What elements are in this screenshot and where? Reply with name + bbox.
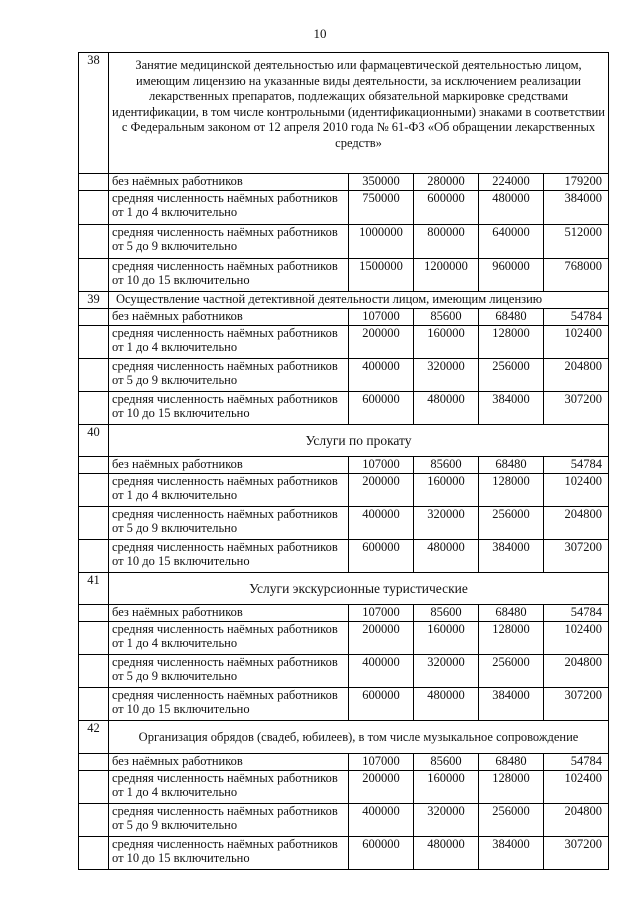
row-description: средняя численность наёмных работников от 5 до 9 включительно <box>109 225 349 259</box>
row-spacer-cell <box>79 804 109 837</box>
row-spacer-cell <box>79 540 109 573</box>
rate-value: 480000 <box>414 837 479 870</box>
rate-value: 480000 <box>414 688 479 721</box>
row-description: средняя численность наёмных работников от 10 до 15 включительно <box>109 540 349 573</box>
row-description: средняя численность наёмных работников от 1 до 4 включительно <box>109 474 349 507</box>
table-row <box>79 326 609 359</box>
row-description: без наёмных работников <box>109 605 349 622</box>
row-spacer-cell <box>79 771 109 804</box>
rate-value: 204800 <box>544 359 609 392</box>
rate-value: 320000 <box>414 507 479 540</box>
rate-value: 102400 <box>544 474 609 507</box>
rate-value: 384000 <box>479 837 544 870</box>
table-row <box>79 837 609 870</box>
section-title: Осуществление частной детективной деятельности лицом, имеющим лицензию <box>109 292 609 309</box>
rate-value: 307200 <box>544 837 609 870</box>
section-title: Занятие медицинской деятельностью или фармацевтической деятельностью лицом, имеющим лицензию на указанные виды деятельности, за исключением реализации лекарственных препаратов, подлежащих обязательной маркировке средствами идентификации, в том числе контрольными (идентификационными) знаками в соответствии с Федеральным законом от 12 апреля 2010 года № 61-ФЗ «Об обращении лекарственных средств» <box>109 53 609 174</box>
rate-value: 68480 <box>479 605 544 622</box>
row-spacer-cell <box>79 507 109 540</box>
rate-value: 256000 <box>479 359 544 392</box>
rate-value: 400000 <box>349 804 414 837</box>
rate-value: 480000 <box>479 191 544 225</box>
section-header-row <box>79 721 609 754</box>
rate-value: 107000 <box>349 309 414 326</box>
row-spacer-cell <box>79 622 109 655</box>
rate-value: 160000 <box>414 474 479 507</box>
rate-value: 128000 <box>479 622 544 655</box>
rate-value: 256000 <box>479 804 544 837</box>
table-row <box>79 225 609 259</box>
row-spacer-cell <box>79 359 109 392</box>
table-row <box>79 804 609 837</box>
row-description: без наёмных работников <box>109 754 349 771</box>
rate-value: 320000 <box>414 804 479 837</box>
rate-value: 200000 <box>349 622 414 655</box>
table-row <box>79 474 609 507</box>
rate-value: 256000 <box>479 655 544 688</box>
row-description: средняя численность наёмных работников от 10 до 15 включительно <box>109 392 349 425</box>
rate-value: 204800 <box>544 655 609 688</box>
rate-value: 320000 <box>414 655 479 688</box>
rate-value: 320000 <box>414 359 479 392</box>
table-row <box>79 309 609 326</box>
rate-value: 54784 <box>544 754 609 771</box>
rate-value: 384000 <box>479 688 544 721</box>
rate-value: 85600 <box>414 457 479 474</box>
page-number: 10 <box>313 26 327 41</box>
rate-value: 200000 <box>349 326 414 359</box>
rate-value: 200000 <box>349 771 414 804</box>
row-description: без наёмных работников <box>109 309 349 326</box>
table-row <box>79 392 609 425</box>
row-spacer-cell <box>79 605 109 622</box>
rate-value: 204800 <box>544 804 609 837</box>
section-title: Услуги экскурсионные туристические <box>109 573 609 605</box>
row-spacer-cell <box>79 259 109 292</box>
rate-value: 107000 <box>349 754 414 771</box>
rate-value: 107000 <box>349 605 414 622</box>
rate-value: 54784 <box>544 605 609 622</box>
section-header-row <box>79 425 609 457</box>
section-title: Услуги по прокату <box>109 425 609 457</box>
row-description: средняя численность наёмных работников от 5 до 9 включительно <box>109 804 349 837</box>
row-description: средняя численность наёмных работников от 1 до 4 включительно <box>109 771 349 804</box>
rate-value: 160000 <box>414 622 479 655</box>
table-row <box>79 507 609 540</box>
table-row <box>79 655 609 688</box>
rate-value: 128000 <box>479 326 544 359</box>
rate-value: 600000 <box>414 191 479 225</box>
row-description: без наёмных работников <box>109 457 349 474</box>
rate-value: 480000 <box>414 392 479 425</box>
section-number: 38 <box>79 53 109 174</box>
rate-value: 102400 <box>544 622 609 655</box>
rate-value: 800000 <box>414 225 479 259</box>
rate-value: 1200000 <box>414 259 479 292</box>
rate-value: 204800 <box>544 507 609 540</box>
rate-value: 600000 <box>349 540 414 573</box>
rate-value: 102400 <box>544 771 609 804</box>
rate-value: 128000 <box>479 474 544 507</box>
section-header-row <box>79 292 609 309</box>
row-spacer-cell <box>79 392 109 425</box>
row-spacer-cell <box>79 474 109 507</box>
rate-value: 600000 <box>349 837 414 870</box>
rate-value: 960000 <box>479 259 544 292</box>
rate-value: 400000 <box>349 507 414 540</box>
rate-value: 68480 <box>479 309 544 326</box>
row-description: средняя численность наёмных работников от 5 до 9 включительно <box>109 507 349 540</box>
section-header-row <box>79 573 609 605</box>
rate-value: 512000 <box>544 225 609 259</box>
row-spacer-cell <box>79 309 109 326</box>
rate-value: 107000 <box>349 457 414 474</box>
row-spacer-cell <box>79 326 109 359</box>
rate-value: 1500000 <box>349 259 414 292</box>
rate-value: 200000 <box>349 474 414 507</box>
table-row <box>79 457 609 474</box>
rate-value: 256000 <box>479 507 544 540</box>
rate-value: 54784 <box>544 309 609 326</box>
section-title: Организация обрядов (свадеб, юбилеев), в том числе музыкальное сопровождение <box>109 721 609 754</box>
row-spacer-cell <box>79 191 109 225</box>
section-number: 41 <box>79 573 109 605</box>
row-spacer-cell <box>79 174 109 191</box>
section-number: 39 <box>79 292 109 309</box>
rate-value: 384000 <box>479 392 544 425</box>
rate-value: 128000 <box>479 771 544 804</box>
rate-value: 400000 <box>349 655 414 688</box>
rate-value: 68480 <box>479 457 544 474</box>
row-spacer-cell <box>79 754 109 771</box>
rate-value: 68480 <box>479 754 544 771</box>
rate-value: 54784 <box>544 457 609 474</box>
table-row <box>79 771 609 804</box>
row-spacer-cell <box>79 655 109 688</box>
table-row <box>79 259 609 292</box>
rate-value: 179200 <box>544 174 609 191</box>
row-spacer-cell <box>79 688 109 721</box>
row-description: средняя численность наёмных работников от 1 до 4 включительно <box>109 622 349 655</box>
tax-rate-table <box>78 52 609 870</box>
row-spacer-cell <box>79 457 109 474</box>
rate-value: 384000 <box>544 191 609 225</box>
table-row <box>79 605 609 622</box>
table-row <box>79 174 609 191</box>
row-description: средняя численность наёмных работников от 5 до 9 включительно <box>109 359 349 392</box>
rate-value: 400000 <box>349 359 414 392</box>
section-number: 40 <box>79 425 109 457</box>
table-row <box>79 540 609 573</box>
rate-value: 480000 <box>414 540 479 573</box>
rate-value: 85600 <box>414 309 479 326</box>
rate-value: 280000 <box>414 174 479 191</box>
rate-value: 600000 <box>349 688 414 721</box>
rate-value: 600000 <box>349 392 414 425</box>
row-description: средняя численность наёмных работников от 1 до 4 включительно <box>109 326 349 359</box>
row-spacer-cell <box>79 225 109 259</box>
rate-value: 307200 <box>544 392 609 425</box>
table-row <box>79 622 609 655</box>
table-row <box>79 754 609 771</box>
rate-value: 1000000 <box>349 225 414 259</box>
rate-value: 160000 <box>414 326 479 359</box>
row-description: средняя численность наёмных работников от 5 до 9 включительно <box>109 655 349 688</box>
rate-value: 160000 <box>414 771 479 804</box>
section-header-row <box>79 53 609 174</box>
rate-value: 768000 <box>544 259 609 292</box>
rate-value: 85600 <box>414 605 479 622</box>
rate-value: 307200 <box>544 540 609 573</box>
rate-value: 350000 <box>349 174 414 191</box>
row-spacer-cell <box>79 837 109 870</box>
section-number: 42 <box>79 721 109 754</box>
rate-value: 750000 <box>349 191 414 225</box>
rate-value: 102400 <box>544 326 609 359</box>
row-description: без наёмных работников <box>109 174 349 191</box>
rate-value: 384000 <box>479 540 544 573</box>
rate-value: 307200 <box>544 688 609 721</box>
row-description: средняя численность наёмных работников от 10 до 15 включительно <box>109 259 349 292</box>
rate-value: 224000 <box>479 174 544 191</box>
row-description: средняя численность наёмных работников от 10 до 15 включительно <box>109 688 349 721</box>
table-row <box>79 191 609 225</box>
row-description: средняя численность наёмных работников от 10 до 15 включительно <box>109 837 349 870</box>
rate-value: 640000 <box>479 225 544 259</box>
table-row <box>79 359 609 392</box>
row-description: средняя численность наёмных работников от 1 до 4 включительно <box>109 191 349 225</box>
table-row <box>79 688 609 721</box>
rate-value: 85600 <box>414 754 479 771</box>
